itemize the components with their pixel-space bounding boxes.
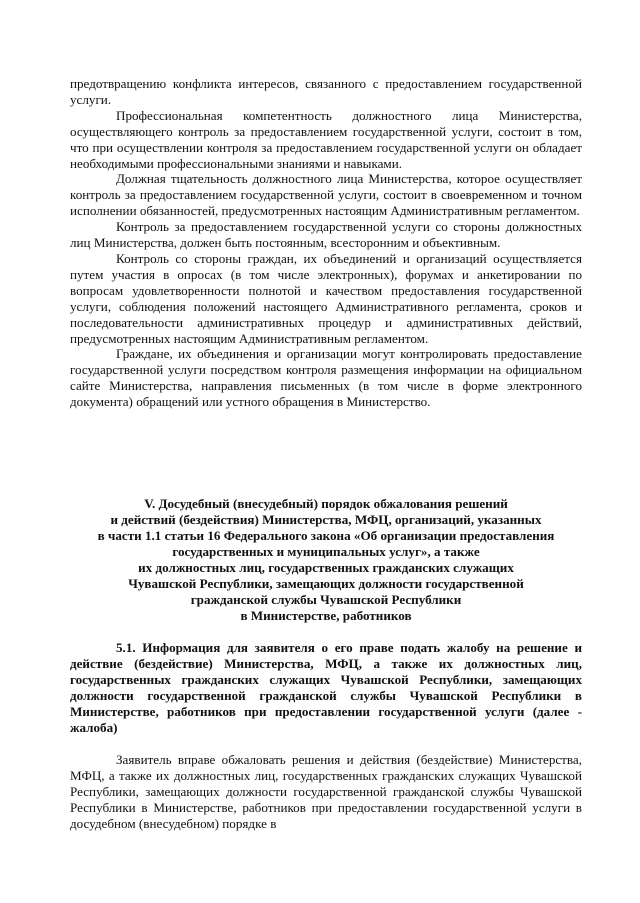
subsection-heading-block <box>70 640 582 735</box>
section-heading-line: V. Досудебный (внесудебный) порядок обжалования решений <box>144 496 508 511</box>
paragraph-appeal-right: Заявитель вправе обжаловать решения и действия (бездействие) Министерства, МФЦ, а также их должностных лиц, государственных гражданских служащих Чувашской Республики, замещающих должности государственной гражданской службы Чувашской Республики в Министерстве, работников при предоставлении государственной услуги в досудебном (внесудебном) порядке в <box>70 752 582 831</box>
section-heading-line: гражданской службы Чувашской Республики <box>190 592 462 607</box>
section-heading-line: государственных и муниципальных услуг», а также <box>172 544 480 559</box>
paragraph-official-control: Контроль за предоставлением государственной услуги со стороны должностных лиц Министерства, должен быть постоянным, всесторонним и объективным. <box>70 219 582 251</box>
section-heading-line: в Министерстве, работников <box>240 608 412 623</box>
body-text <box>70 76 582 410</box>
subsection-heading: 5.1. Информация для заявителя о его праве подать жалобу на решение и действие (бездействие) Министерства, МФЦ, а также их должностных лиц, государственных гражданских служащих Чувашской Республики, замещающих должности государственной гражданской службы Чувашской Республики в Министерстве, работников при предоставлении государственной услуги (далее - жалоба) <box>70 640 582 735</box>
section-heading-line: Чувашской Республики, замещающих должности государственной <box>128 576 524 591</box>
final-text <box>70 752 582 832</box>
section-heading-line: и действий (бездействия) Министерства, МФЦ, организаций, указанных <box>110 512 542 527</box>
paragraph-competence: Профессиональная компетентность должностного лица Министерства, осуществляющего контроль за предоставлением государственной услуги, состоит в том, что при осуществлении контроля за предоставлением государственной услуги он обладает необходимыми профессиональными знаниями и навыками. <box>70 107 582 171</box>
paragraph-citizen-control: Контроль со стороны граждан, их объединений и организаций осуществляется путем участия в опросах (в том числе электронных), форумах и анкетировании по вопросам удовлетворенности полнотой и качеством предоставления государственной услуги, соблюдения положений настоящего Административного регламента, сроков и последовательности административных процедур и административных действий, предусмотренных настоящим Административным регламентом. <box>70 250 582 346</box>
paragraph-continuation: предотвращению конфликта интересов, связанного с предоставлением государственной услуги. <box>70 76 582 107</box>
section-heading-line: их должностных лиц, государственных гражданских служащих <box>138 560 514 575</box>
paragraph-diligence: Должная тщательность должностного лица Министерства, которое осуществляет контроль за предоставлением государственной услуги, состоит в своевременном и точном исполнении обязанностей, предусмотренных настоящим Административным регламентом. <box>70 171 582 219</box>
section-heading-line: в части 1.1 статьи 16 Федерального закона «Об организации предоставления <box>97 528 555 543</box>
section-heading <box>66 496 586 624</box>
paragraph-citizen-monitoring: Граждане, их объединения и организации могут контролировать предоставление государственной услуги посредством контроля размещения информации на официальном сайте Министерства, направления письменных (в том числе в форме электронного документа) обращений или устного обращения в Министерство. <box>70 346 582 410</box>
